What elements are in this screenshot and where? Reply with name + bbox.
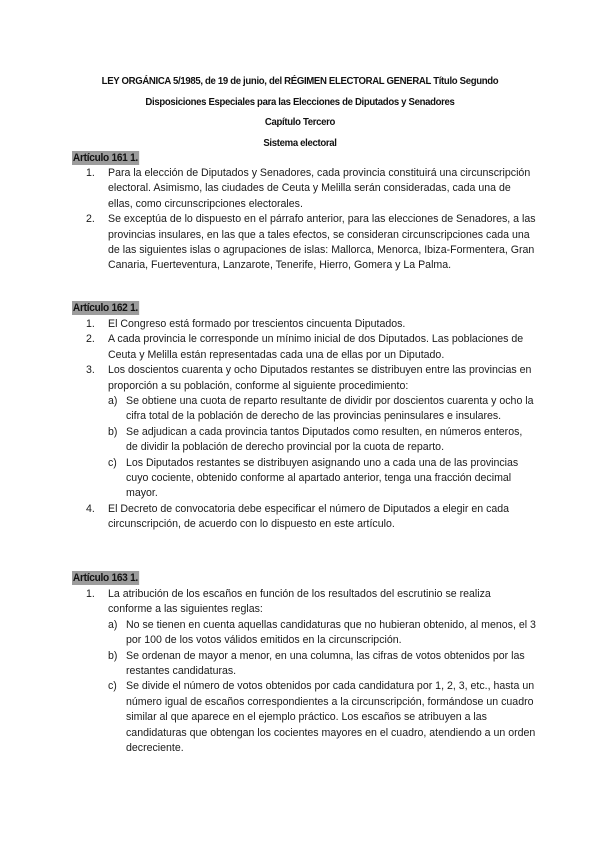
sub-list-item: b) Se ordenan de mayor a menor, en una columna, las cifras de votos obtenidos por las restantes candidaturas. (108, 649, 525, 678)
article-161-list (86, 166, 536, 274)
article-163-list (86, 587, 536, 756)
sub-list-item: b) Se adjudican a cada provincia tantos Diputados como resulten, en números enteros, de dividir la población de derecho provincial por la cuota de reparto. (108, 425, 523, 454)
title-subheading: Disposiciones Especiales para las Elecciones de Diputados y Senadores (145, 96, 455, 108)
sub-list-item: c) Los Diputados restantes se distribuyen asignando uno a cada una de las provincias cuyo cociente, obtenido conforme al apartado anterior, tenga una fracción decimal mayor. (108, 456, 519, 500)
list-item: 2. A cada provincia le corresponde un mínimo inicial de dos Diputados. Las poblaciones de Ceuta y Melilla están representadas cada una de ellas por un Diputado. (86, 333, 524, 361)
list-item: 4. El Decreto de convocatoria debe especificar el número de Diputados a elegir en cada circunscripción, de acuerdo con lo dispuesto en este artículo. (86, 502, 510, 531)
section-heading: Sistema electoral (263, 137, 337, 149)
article-162-list (86, 317, 536, 533)
law-title: LEY ORGÁNICA 5/1985, de 19 de junio, del RÉGIMEN ELECTORAL GENERAL Título Segundo (101, 76, 499, 87)
article-161-title: Artículo 161 1. (72, 152, 138, 164)
list-item: 1. La atribución de los escaños en función de los resultados del escrutinio se realiza conforme a las siguientes reglas: a) No se tienen en cuenta aquellas candidaturas que no hubieran obtenido, al menos, el 3 por 100 de los votos válidos emitidos en la circunscripción. b) Se ordenan de mayor a menor, en una columna, las cifras de votos obtenidos por las restantes candidaturas. c) Se divide el número de votos obtenidos por cada candidatura por 1, 2, 3, etc., hasta un número igual de escaños correspondientes a la circunscripción, formándose un cuadro similar al que aparece en el ejemplo práctico. Los escaños se atribuyen a las candidaturas que obtengan los cocientes mayores en el cuadro, atendiendo a un orden decreciente. (86, 587, 536, 756)
article-163-title: Artículo 163 1. (72, 572, 138, 584)
list-item: 1. Para la elección de Diputados y Senadores, cada provincia constituirá una circunscripción electoral. Asimismo, las ciudades de Ceuta y Melilla serán consideradas, cada una de ellas, como circunscripciones electorales. (86, 167, 531, 210)
sub-list-item: a) No se tienen en cuenta aquellas candidaturas que no hubieran obtenido, al menos, el 3 por 100 de los votos válidos emitidos en la circunscripción. (108, 618, 536, 647)
chapter-heading: Capítulo Tercero (264, 117, 336, 128)
sub-list (108, 618, 536, 757)
list-item: 3. Los doscientos cuarenta y ocho Diputados restantes se distribuyen entre las provincias en proporción a su población, conforme al siguiente procedimiento: a) Se obtiene una cuota de reparto resultante de dividir por doscientos cuarenta y ocho la cifra total de la población de derecho de las provincias peninsulares e insulares. b) Se adjudican a cada provincia tantos Diputados como resulten, en números enteros, de dividir la población de derecho provincial por la cuota de reparto. c) Los Diputados restantes se distribuyen asignando uno a cada una de las provincias cuyo cociente, obtenido conforme al apartado anterior, tenga una fracción decimal mayor. (86, 363, 536, 502)
sub-list (108, 394, 536, 502)
sub-list-item: c) Se divide el número de votos obtenidos por cada candidatura por 1, 2, 3, etc., hasta un número igual de escaños correspondientes a la circunscripción, formándose un cuadro similar al que aparece en el ejemplo práctico. Los escaños se atribuyen a las candidaturas que obtengan los cocientes mayores en el cuadro, atendiendo a un orden decreciente. (108, 680, 536, 755)
sub-list-item: a) Se obtiene una cuota de reparto resultante de dividir por doscientos cuarenta y ocho la cifra total de la población de derecho de las provincias peninsulares e insulares. (108, 395, 534, 423)
list-item: 2. Se exceptúa de lo dispuesto en el párrafo anterior, para las elecciones de Senadores, a las provincias insulares, en las que a tales efectos, se consideran circunscripciones cada una de las siguientes islas o agrupaciones de islas: Mallorca, Menorca, Ibiza-Formentera, Gran Canaria, Fuerteventura, Lanzarote, Tenerife, Hierro, Gomera y La Palma. (86, 213, 536, 272)
list-item: 1. El Congreso está formado por trescientos cincuenta Diputados. (86, 318, 406, 330)
document-header (77, 72, 523, 154)
article-162-title: Artículo 162 1. (72, 302, 138, 314)
